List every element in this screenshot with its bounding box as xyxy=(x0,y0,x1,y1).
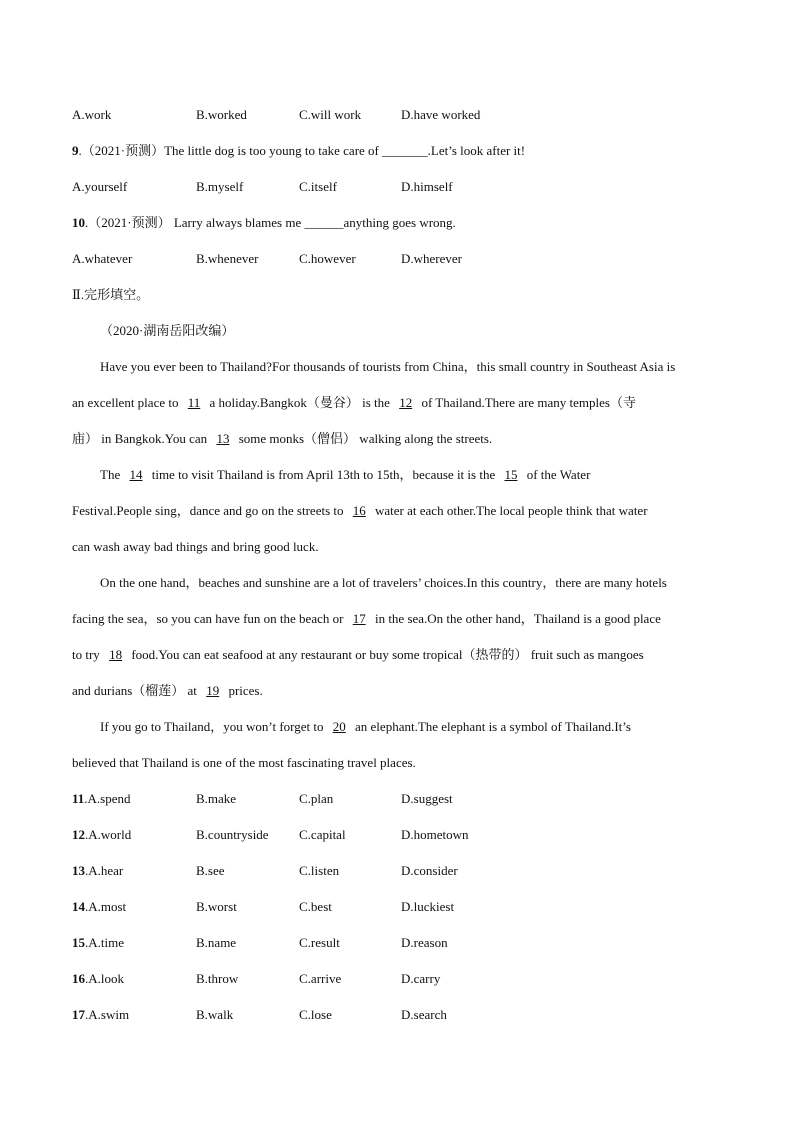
q8-option-c: C.will work xyxy=(299,107,362,122)
blank-11: 11 xyxy=(187,395,201,410)
q10-option-a: A.whatever xyxy=(72,251,133,266)
blank-17: 17 xyxy=(352,611,366,626)
passage-p3-line1: On the one hand，beaches and sunshine are a lot of travelers’ choices.In this country，there are many hotels xyxy=(100,575,667,590)
question-option-a xyxy=(72,934,124,952)
question-option-c: C.lose xyxy=(299,1007,332,1022)
question-option-a xyxy=(72,826,131,844)
passage-p3-line3 xyxy=(72,646,644,664)
q9-option-b: B.myself xyxy=(196,179,244,194)
text-segment: Festival.People sing，dance and go on the streets to xyxy=(72,503,347,518)
passage-p3-line4 xyxy=(72,682,263,700)
text-segment: of the Water xyxy=(523,467,591,482)
text-segment: an excellent place to xyxy=(72,395,182,410)
question-number: 14 xyxy=(72,899,85,914)
question-option-a xyxy=(72,1006,129,1024)
passage-p2-line3: can wash away bad things and bring good luck. xyxy=(72,539,319,554)
text-segment: an elephant.The elephant is a symbol of Thailand.It’s xyxy=(351,719,631,734)
q10-option-c: C.however xyxy=(299,251,356,266)
question-option-c: C.arrive xyxy=(299,971,342,986)
question-option-d: D.suggest xyxy=(401,791,453,806)
question-number: 12 xyxy=(72,827,85,842)
passage-p2-line2 xyxy=(72,502,648,520)
question-option-b: B.name xyxy=(196,935,237,950)
q8-option-b: B.worked xyxy=(196,107,247,122)
question-option-b: B.walk xyxy=(196,1007,234,1022)
text-segment: in the sea.On the other hand，Thailand is a good place xyxy=(371,611,661,626)
blank-19: 19 xyxy=(206,683,220,698)
text-segment: food.You can eat seafood at any restaurant or buy some tropical（热带的） fruit such as mangoes xyxy=(128,647,644,662)
text-segment: time to visit Thailand is from April 13th to 15th，because it is the xyxy=(148,467,499,482)
question-option-c: C.result xyxy=(299,935,340,950)
text-segment: If you go to Thailand，you won’t forget to xyxy=(100,719,327,734)
option-a-text: .A.look xyxy=(85,971,124,986)
question-option-b: B.countryside xyxy=(196,827,269,842)
q10-option-b: B.whenever xyxy=(196,251,259,266)
q8-option-d: D.have worked xyxy=(401,107,481,122)
passage-p1-line1: Have you ever been to Thailand?For thousands of tourists from China，this small country in Southeast Asia is xyxy=(100,359,676,374)
question-option-b: B.see xyxy=(196,863,225,878)
option-a-text: .A.most xyxy=(85,899,127,914)
text-segment: and durians（榴莲） at xyxy=(72,683,201,698)
q9-stem xyxy=(72,142,525,160)
passage-p3-line2 xyxy=(72,610,661,628)
q9-number: 9 xyxy=(72,143,79,158)
q9-blank: _______ xyxy=(382,143,428,158)
section-heading: Ⅱ.完形填空。 xyxy=(72,287,150,302)
question-option-b: B.make xyxy=(196,791,237,806)
passage-p1-line3 xyxy=(72,430,492,448)
blank-13: 13 xyxy=(216,431,230,446)
question-option-c: C.capital xyxy=(299,827,346,842)
q9-option-d: D.himself xyxy=(401,179,453,194)
blank-12: 12 xyxy=(399,395,413,410)
blank-16: 16 xyxy=(352,503,366,518)
section-source: （2020·湖南岳阳改编） xyxy=(100,323,235,338)
q9-option-a: A.yourself xyxy=(72,179,128,194)
text-segment: prices. xyxy=(225,683,263,698)
question-option-a xyxy=(72,790,131,808)
question-option-d: D.search xyxy=(401,1007,447,1022)
text-segment: some monks（僧侣） walking along the streets. xyxy=(235,431,493,446)
blank-18: 18 xyxy=(109,647,123,662)
text-segment: facing the sea，so you can have fun on the beach or xyxy=(72,611,347,626)
question-option-c: C.listen xyxy=(299,863,340,878)
passage-p2-line1 xyxy=(100,466,590,484)
question-option-a xyxy=(72,898,126,916)
option-a-text: .A.world xyxy=(85,827,132,842)
question-number: 16 xyxy=(72,971,85,986)
text-segment: to try xyxy=(72,647,104,662)
option-a-text: .A.spend xyxy=(84,791,131,806)
text-segment: 庙） in Bangkok.You can xyxy=(72,431,211,446)
passage-p4-line1 xyxy=(100,718,631,736)
question-option-d: D.hometown xyxy=(401,827,469,842)
text-segment: water at each other.The local people think that water xyxy=(371,503,648,518)
q10-option-d: D.wherever xyxy=(401,251,462,266)
question-number: 17 xyxy=(72,1007,85,1022)
blank-14: 14 xyxy=(129,467,143,482)
q10-number: 10 xyxy=(72,215,85,230)
option-a-text: .A.swim xyxy=(85,1007,130,1022)
q9-text-pre: .（2021·预测）The little dog is too young to take care of xyxy=(78,143,383,158)
q10-text-post: anything goes wrong. xyxy=(343,215,456,230)
passage-p1-line2 xyxy=(72,394,636,412)
text-segment: a holiday.Bangkok（曼谷） is the xyxy=(206,395,394,410)
question-option-b: B.throw xyxy=(196,971,239,986)
question-option-c: C.best xyxy=(299,899,332,914)
q9-option-c: C.itself xyxy=(299,179,337,194)
question-option-d: D.reason xyxy=(401,935,448,950)
question-option-a xyxy=(72,970,124,988)
blank-20: 20 xyxy=(332,719,346,734)
question-option-d: D.luckiest xyxy=(401,899,455,914)
option-a-text: .A.hear xyxy=(85,863,124,878)
passage-p4-line2: believed that Thailand is one of the most fascinating travel places. xyxy=(72,755,416,770)
text-segment: The xyxy=(100,467,124,482)
blank-15: 15 xyxy=(504,467,518,482)
text-segment: of Thailand.There are many temples（寺 xyxy=(418,395,636,410)
question-number: 13 xyxy=(72,863,85,878)
q10-text-pre: .（2021·预测） Larry always blames me xyxy=(85,215,305,230)
question-option-a xyxy=(72,862,123,880)
question-number: 11 xyxy=(72,791,85,806)
q9-text-post: .Let’s look after it! xyxy=(427,143,526,158)
q10-stem xyxy=(72,214,456,232)
question-option-b: B.worst xyxy=(196,899,237,914)
question-option-d: D.carry xyxy=(401,971,441,986)
question-option-c: C.plan xyxy=(299,791,334,806)
question-option-d: D.consider xyxy=(401,863,458,878)
question-number: 15 xyxy=(72,935,85,950)
option-a-text: .A.time xyxy=(85,935,124,950)
q8-option-a: A.work xyxy=(72,107,112,122)
q10-blank: ______ xyxy=(304,215,344,230)
